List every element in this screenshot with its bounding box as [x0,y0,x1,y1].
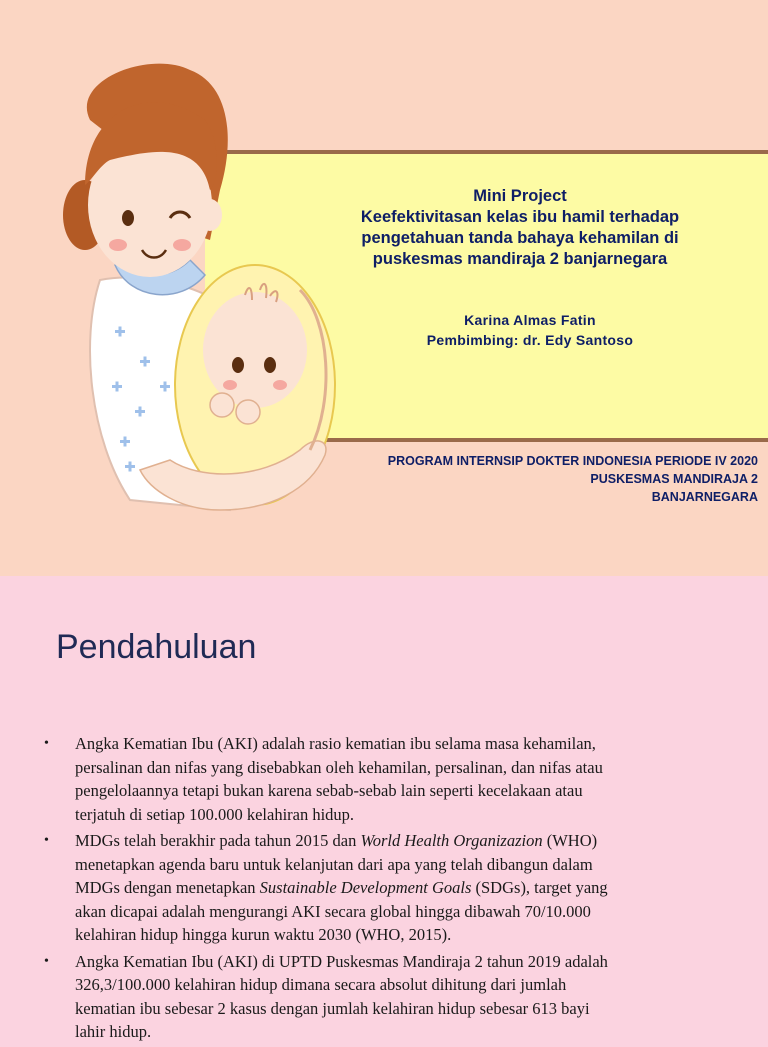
title-line: Mini Project [473,187,567,205]
bullet-item [44,950,734,1044]
bullet-text: MDGs dengan menetapkan [75,878,260,897]
title-line: puskesmas mandiraja 2 banjarnegara [372,250,668,268]
title-line: Keefektivitasan kelas ibu hamil terhadap [360,208,680,226]
program-line: PUSKESMAS MANDIRAJA 2 [590,472,758,486]
bullet-italic-text: Sustainable Development Goals [259,878,472,897]
bullet-line [75,876,734,900]
bullet-line [75,829,734,853]
bullet-text: MDGs telah berakhir pada tahun 2015 dan [75,831,361,850]
bullet-line: persalinan dan nifas yang disebabkan oleh kehamilan, persalinan, dan nifas atau [75,757,603,777]
bullet-line: 326,3/100.000 kelahiran hidup dimana secara absolut dihitung dari jumlah [75,975,567,994]
presentation-title [310,186,730,270]
bullet-italic-text: World Health Organizazion [360,831,543,850]
bullet-text: (SDGs), target yang [471,878,608,897]
bullet-item [44,732,734,826]
bullet-line: Angka Kematian Ibu (AKI) adalah rasio kematian ibu selama masa kehamilan, [75,734,596,753]
bullet-dot: • [44,833,49,848]
bullet-text: (WHO) [542,831,598,850]
author-name: Karina Almas Fatin [464,312,596,328]
bullet-line: kelahiran hidup hingga kurun waktu 2030 (WHO, 2015). [75,925,452,944]
program-line: BANJARNEGARA [651,490,758,504]
supervisor-name: Pembimbing: dr. Edy Santoso [426,332,634,348]
bullet-dot: • [44,953,49,969]
program-info [298,452,758,506]
intro-slide [0,576,768,1041]
bullet-line: lahir hidup. [75,1022,152,1041]
bullet-dot: • [44,736,49,751]
slide-title: Pendahuluan [56,628,257,666]
bullet-line: menetapkan agenda baru untuk kelanjutan dari apa yang telah dibangun dalam [75,854,593,874]
bullet-line: Angka Kematian Ibu (AKI) di UPTD Puskesmas Mandiraja 2 tahun 2019 adalah [75,951,608,971]
program-line: PROGRAM INTERNSIP DOKTER INDONESIA PERIODE IV 2020 [387,454,758,468]
bullet-line: terjatuh di setiap 100.000 kelahiran hidup. [75,804,355,824]
bullet-line: kematian ibu sebesar 2 kasus dengan jumlah kelahiran hidup sebesar 613 bayi [75,998,590,1018]
bullet-line: pengelolaannya tetapi bukan karena sebab-sebab lain seperti kecelakaan atau [75,781,583,800]
bullet-list [44,732,734,1047]
title-line: pengetahuan tanda bahaya kehamilan di [361,229,679,247]
author-block [360,310,700,350]
bullet-item [44,829,734,947]
bullet-line: akan dicapai adalah mengurangi AKI secara global hingga dibawah 70/10.000 [75,901,591,921]
